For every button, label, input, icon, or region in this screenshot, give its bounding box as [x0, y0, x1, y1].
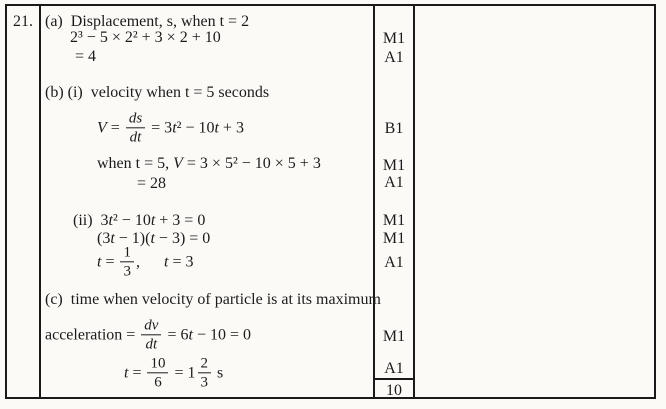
part-a-answer: = 4 — [75, 48, 97, 65]
mark-bii-m1b: M1 — [382, 230, 406, 247]
mark-a-m1: M1 — [382, 30, 406, 47]
mark-bii-a1: A1 — [384, 254, 404, 271]
mark-bi-b1: B1 — [384, 120, 404, 137]
fraction: $\frac{ds}{dt}$ — [126, 110, 145, 145]
velocity-substitution: when t = 5, V = 3 × 5² − 10 × 5 + 3 — [97, 155, 321, 172]
mark-bi-a1: A1 — [384, 174, 404, 191]
divider-question-column — [39, 6, 41, 397]
part-a-working: 2³ − 5 × 2² + 3 × 2 + 10 — [70, 29, 221, 46]
mark-bi-m1: M1 — [382, 157, 406, 174]
part-c-heading: (c) time when velocity of particle is at its maximum — [45, 291, 381, 308]
question-number: 21. — [13, 13, 33, 30]
mark-c-m1: M1 — [382, 328, 406, 345]
fraction: $\frac{1}{3}$ — [120, 244, 134, 279]
total-marks: 10 — [386, 382, 402, 399]
mark-c-a1: A1 — [384, 360, 404, 377]
velocity-equation: V = $\frac{ds}{dt}$ = 3 t ² − 10 t + 3 — [97, 110, 244, 146]
part-bii-quadratic: (ii) 3 t ² − 10 t + 3 = 0 — [73, 212, 206, 229]
fraction: $\frac{2}{3}$ — [198, 355, 212, 390]
fraction: $\frac{dv}{dt}$ — [141, 317, 161, 352]
part-bii-factorised: (3 t − 1)( t − 3) = 0 — [97, 230, 211, 247]
mark-a-a1: A1 — [384, 49, 404, 66]
acceleration-equation: acceleration = $\frac{dv}{dt}$ = 6 t − 10 = 0 — [45, 317, 251, 353]
velocity-answer: = 28 — [137, 175, 167, 192]
time-answer: t = $\frac{10}{6}$ = 1 $\frac{2}{3}$ s — [124, 355, 224, 391]
marking-table — [5, 4, 656, 399]
part-a-heading: (a) Displacement, s, when t = 2 — [45, 13, 250, 30]
mark-bii-m1a: M1 — [382, 212, 406, 229]
part-b-heading: (b) (i) velocity when t = 5 seconds — [45, 84, 270, 101]
part-bii-roots: t = $\frac{1}{3}$ , t = 3 — [97, 244, 194, 280]
fraction: $\frac{10}{6}$ — [147, 355, 168, 390]
divider-total-marks — [373, 378, 415, 380]
